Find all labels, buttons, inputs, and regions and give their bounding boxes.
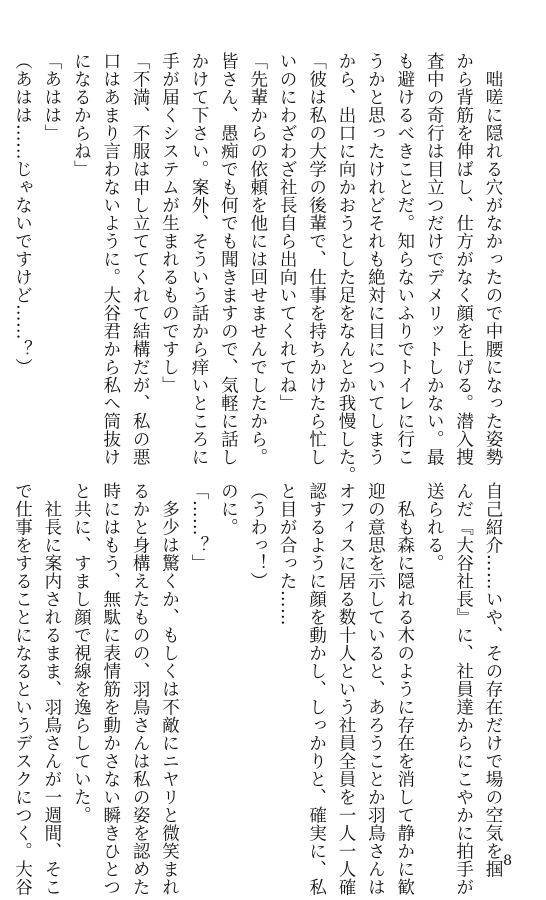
text-line: 多少は驚くか、もしくは不敵にニヤリと微笑まれ	[159, 482, 180, 896]
text-line: 迎の意思を示していると、あろうことか羽鳥さんは	[365, 482, 386, 896]
text-line: 手が届くシステムが生まれるものですし」	[159, 52, 180, 394]
text-line: 「……？」	[188, 482, 209, 572]
text-line: かけて下さい。案外、そういう話から痒いところに	[188, 52, 209, 466]
text-line: 送られる。	[424, 482, 445, 572]
text-line: 皆さん、愚痴でも何でも聞きますので、気軽に話し	[218, 52, 239, 466]
text-line: 社長に案内されるまま、羽鳥さんが一週間、そこ	[41, 482, 62, 896]
text-line: 咄嗟に隠れる穴がなかったので中腰になった姿勢	[483, 52, 503, 466]
text-line: から、出口に向かおうとした足をなんとか我慢した。	[335, 52, 356, 484]
text-line: 「不満、不服は申し立ててくれて結構だが、私の悪	[130, 52, 151, 466]
text-line: 査中の奇行は目立つだけでデメリットしかない。最	[424, 52, 445, 466]
text-line: 自己紹介……いや、その存在だけで場の空気を掴	[483, 482, 503, 878]
text-line: 口はあまり言わないように。大谷君から私へ筒抜け	[100, 52, 121, 466]
text-line: と目が合った……	[277, 482, 298, 626]
text-line: 「彼は私の大学の後輩で、仕事を持ちかけたら忙し	[306, 52, 327, 466]
text-line: になるからね」	[71, 52, 92, 178]
text-line: いのにわざわざ社長自ら出向いてくれてね」	[277, 52, 298, 412]
text-line: （うわっ！）	[247, 482, 268, 590]
text-line: るかと身構えたものの、羽鳥さんは私の姿を認めた	[130, 482, 151, 896]
text-line: のに。	[218, 482, 239, 536]
text-line: んだ『大谷社長』に、社員達からにこやかに拍手が	[453, 482, 474, 896]
text-line: も避けるべきことだ。知らないふりでトイレに行こ	[394, 52, 415, 466]
text-line: で仕事をすることになるというデスクにつく。大谷	[12, 482, 33, 896]
text-line: 私も森に隠れる木のように存在を消して静かに歓	[394, 482, 415, 896]
upper-text-block	[7, 52, 507, 484]
text-line: うかと思ったけれどそれも絶対に目についてしまう	[365, 52, 386, 466]
text-line: 「あはは」	[41, 52, 62, 142]
lower-text-block	[7, 482, 507, 896]
page-number: 8	[503, 853, 512, 869]
text-line: 認するように顔を動かし、しっかりと、確実に、私	[306, 482, 327, 896]
text-line: 「先輩からの依頼を他には回せませんでしたから。	[247, 52, 268, 466]
text-line: オフィスに居る数十人という社員全員を一人一人確	[335, 482, 356, 896]
text-line: （あはは……じゃないですけど……？）	[12, 52, 33, 376]
text-line: から背筋を伸ばし、仕方がなく顔を上げる。潜入捜	[453, 52, 474, 466]
text-line: と共に、すまし顔で視線を逸らしていた。	[71, 482, 92, 824]
text-line: 時にはもう、無駄に表情筋を動かさない瞬きひとつ	[100, 482, 121, 896]
